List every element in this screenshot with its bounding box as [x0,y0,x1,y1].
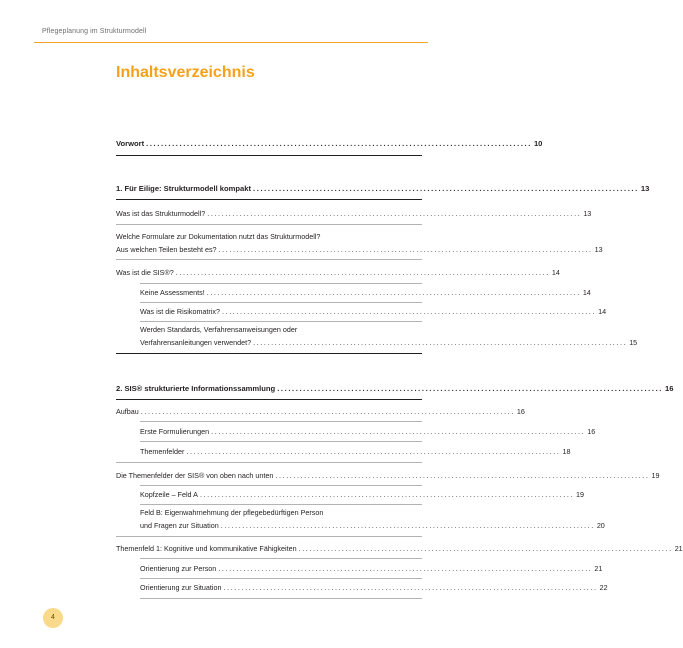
leader-dots: ........................................................................................................ [175,268,550,277]
toc-page-number: 15 [629,338,638,347]
toc-entry-text: Themenfelder [140,447,185,456]
divider [140,321,422,322]
toc-entry-strukturmodell[interactable] [116,207,592,220]
toc-entry-aufbau[interactable] [116,405,525,418]
toc-entry-text: Orientierung zur Person [140,564,217,573]
leader-dots: ........................................................................................................ [253,184,639,193]
leader-dots: ........................................................................................................ [298,544,673,553]
toc-page-number: 22 [599,583,608,592]
divider [140,504,422,505]
toc-page-number: 18 [562,447,571,456]
divider [140,578,422,579]
toc-entry-formulare[interactable] [116,230,603,256]
divider [140,421,422,422]
toc-page-number: 13 [594,245,603,254]
toc-entry-text: Vorwort [116,139,145,148]
leader-dots: ........................................................................................................ [222,307,597,316]
leader-dots: ........................................................................................................ [223,583,598,592]
toc-entry-themenfeld-1[interactable] [116,542,683,555]
toc-page-number: 19 [576,490,585,499]
toc-entry-text: Aufbau [116,407,139,416]
toc-entry-text: Erste Formulierungen [140,427,210,436]
toc-page-number: 16 [665,384,674,393]
toc-entry-text: Kopfzeile – Feld A [140,490,198,499]
toc-page-number: 14 [598,307,607,316]
page-number-badge: 4 [43,608,63,628]
toc-entry-text: und Fragen zur Situation [140,521,219,530]
divider [116,353,422,354]
toc-entry-text: Aus welchen Teilen besteht es? [116,245,217,254]
divider [116,224,422,225]
divider [140,485,422,486]
divider [140,558,422,559]
toc-entry-text: Themenfeld 1: Kognitive und kommunikative Fähigkeiten [116,544,297,553]
page-title: Inhaltsverzeichnis [116,64,255,81]
toc-entry-text: Die Themenfelder der SIS® von oben nach unten [116,471,274,480]
toc-entry-orientierung-person[interactable] [140,562,603,575]
leader-dots: ........................................................................................................ [206,288,581,297]
toc-entry-text-line1: Feld B: Eigenwahrnehmung der pflegebedürftigen Person [140,508,324,517]
toc-entry-chapter-1[interactable] [116,182,650,195]
divider [116,155,422,156]
toc-entry-text: Was ist die SIS®? [116,268,174,277]
toc-entry-text-line1: Welche Formulare zur Dokumentation nutzt das Strukturmodell? [116,232,321,241]
leader-dots: ........................................................................................................ [199,490,575,499]
leader-dots: ........................................................................................................ [218,564,593,573]
leader-dots: ........................................................................................................ [253,338,628,347]
divider [116,399,422,400]
toc-entry-risikomatrix[interactable] [140,305,607,318]
toc-entry-chapter-2[interactable] [116,382,674,395]
leader-dots: ........................................................................................................ [218,245,593,254]
toc-entry-text: Keine Assessments! [140,288,205,297]
toc-entry-assessments[interactable] [140,286,591,299]
toc-entry-text: Was ist die Risikomatrix? [140,307,221,316]
divider [116,462,422,463]
toc-page-number: 19 [651,471,660,480]
leader-dots: ........................................................................................................ [140,407,515,416]
leader-dots: ........................................................................................................ [277,384,664,393]
toc-page-number: 21 [594,564,603,573]
toc-entry-standards[interactable] [140,323,638,349]
divider [140,441,422,442]
toc-page-number: 14 [551,268,560,277]
toc-entry-text: 2. SIS® strukturierte Informationssammlung [116,384,276,393]
running-head: Pflegeplanung im Strukturmodell [42,28,147,35]
leader-dots: ........................................................................................................ [186,447,561,456]
toc-entry-themenfelder[interactable] [140,445,571,458]
toc-entry-text: Orientierung zur Situation [140,583,222,592]
toc-entry-sis[interactable] [116,266,560,279]
leader-dots: ........................................................................................................ [211,427,586,436]
leader-dots: ........................................................................................................ [275,471,650,480]
toc-page-number: 16 [587,427,596,436]
divider [116,199,422,200]
header-rule [34,42,428,43]
toc-entry-vorwort[interactable] [116,137,543,150]
divider [116,536,422,537]
toc-entry-text: Verfahrensanleitungen verwendet? [140,338,252,347]
toc-entry-erste-formulierungen[interactable] [140,425,596,438]
toc-entry-text: Was ist das Strukturmodell? [116,209,206,218]
toc-page-number: 10 [533,139,543,148]
toc-entry-text-line1: Werden Standards, Verfahrensanweisungen oder [140,325,298,334]
toc-page-number: 21 [674,544,683,553]
toc-page-number: 16 [516,407,525,416]
toc-entry-feld-b[interactable] [140,506,605,532]
divider [140,302,422,303]
toc-entry-themenfelder-sis[interactable] [116,469,660,482]
leader-dots: ........................................................................................................ [220,521,595,530]
leader-dots: ........................................................................................................ [146,139,532,148]
toc-page-number: 14 [582,288,591,297]
divider [140,598,422,599]
toc-entry-orientierung-situation[interactable] [140,581,608,594]
toc-page-number: 20 [596,521,605,530]
divider [140,283,422,284]
divider [116,259,422,260]
toc-entry-text: 1. Für Eilige: Strukturmodell kompakt [116,184,252,193]
toc-page-number: 13 [583,209,592,218]
leader-dots: ........................................................................................................ [207,209,582,218]
toc-page-number: 13 [640,184,650,193]
toc-entry-kopfzeile[interactable] [140,488,585,501]
